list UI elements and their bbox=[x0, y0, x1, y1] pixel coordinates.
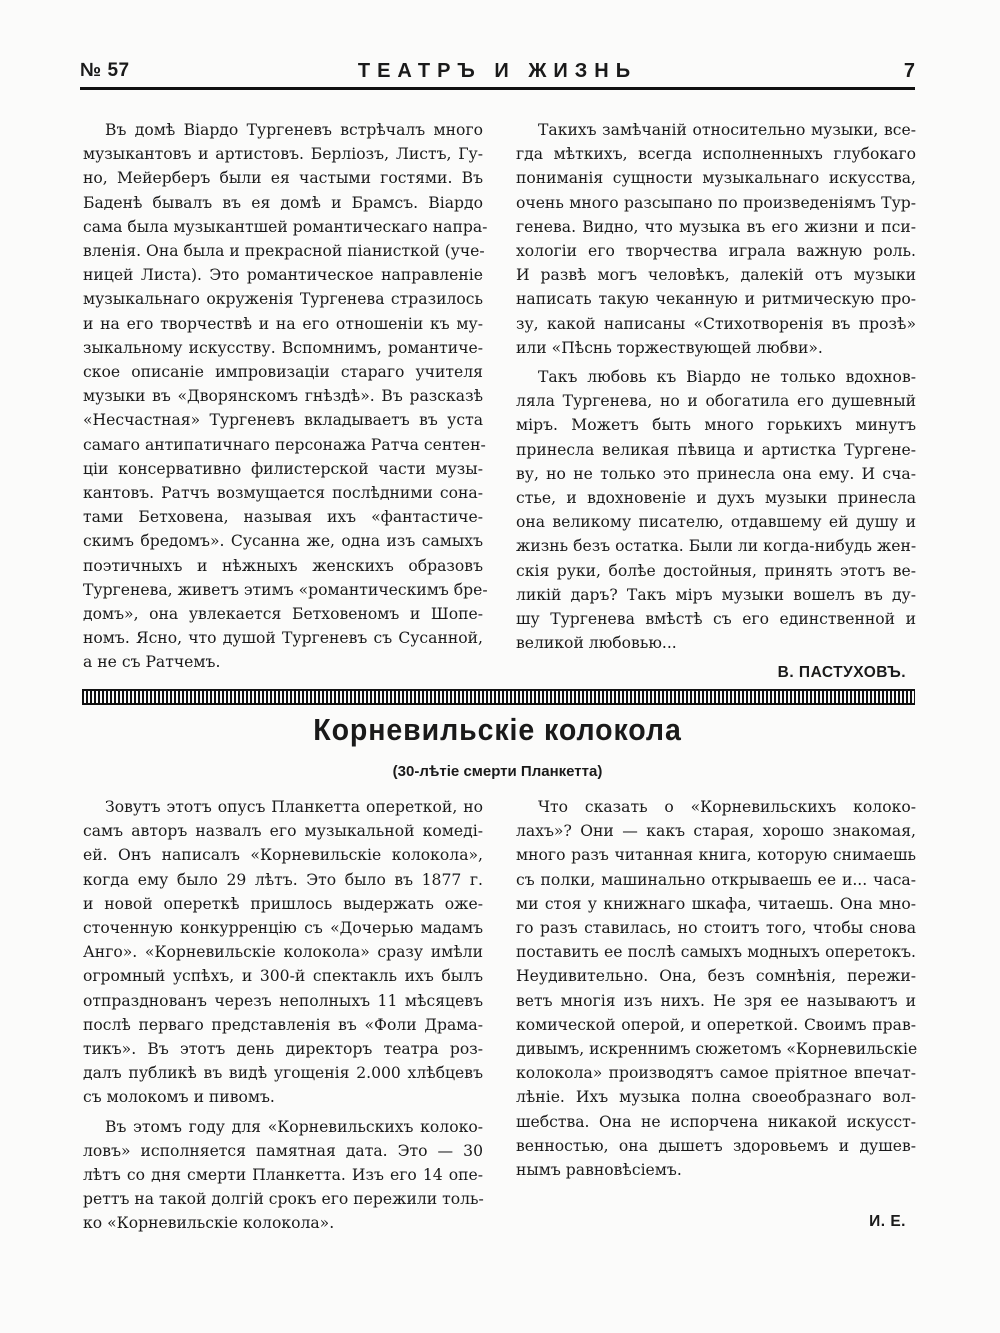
text-line: И развѣ могъ человѣкъ, далекій отъ музыки bbox=[516, 266, 916, 285]
text-line: музыкантовъ и артистовъ. Берліозъ, Листъ, Гу- bbox=[83, 145, 483, 164]
text-line: зыкальному искусству. Вспомнимъ, романтиче- bbox=[83, 338, 483, 357]
publication-title: ТЕАТРЪ И ЖИЗНЬ bbox=[357, 60, 638, 82]
text-line: музыкальнаго окруженія Тургенева стразилось bbox=[83, 290, 483, 309]
text-line: вленія. Она была и прекрасной піанисткой (уче- bbox=[83, 242, 485, 261]
text-line: стье, и вдохновеніе и духъ музыки принесла bbox=[516, 489, 916, 508]
text-line: и на его творчествѣ и на его отношеніи къ му- bbox=[83, 314, 483, 333]
text-line: Въ этомъ году для «Корневильскихъ колоко- bbox=[105, 1117, 483, 1136]
text-line: лахъ»? Они — какъ старая, хорошо знакомая, bbox=[516, 822, 916, 841]
text-line: ликій даръ? Такъ міръ музыки вошелъ въ ду- bbox=[516, 585, 916, 604]
text-line: ву, но не только это принесла она ему. И сча- bbox=[516, 464, 916, 483]
article1-column-right bbox=[516, 118, 916, 686]
text-line: Анго». «Корневильскіе колокола» сразу имѣли bbox=[83, 943, 483, 962]
text-line: съ молокомъ и пивомъ. bbox=[83, 1088, 275, 1107]
text-line: написать такую чеканную и ритмическую про- bbox=[516, 290, 916, 309]
article-subtitle: (30-лѣтіе смерти Планкетта) bbox=[392, 763, 603, 780]
text-line: самъ авторъ назвалъ его музыкальной комеді- bbox=[83, 822, 483, 841]
text-line: ціи консервативно филистерской части музы- bbox=[83, 459, 483, 478]
text-line: номъ. Ясно, что душой Тургеневъ съ Сусанной, bbox=[83, 629, 483, 648]
text-line: ницей Листа). Это романтическое направленіе bbox=[83, 266, 483, 285]
text-line: Такъ любовь къ Віардо не только вдохнов- bbox=[538, 368, 916, 387]
text-line: послѣ перваго представленія въ «Фоли Драма- bbox=[83, 1015, 483, 1034]
text-line: сама была музыкантшей романтическаго напра- bbox=[83, 217, 488, 236]
text-line: отпразднованъ черезъ неполныхъ 11 мѣсяцевъ bbox=[83, 991, 483, 1010]
text-line: шебства. Она не испорчена никакой искусст- bbox=[516, 1112, 916, 1131]
text-line: и новой опереткѣ пришлось выдержать оже- bbox=[83, 894, 483, 913]
text-line: самаго антипатичнаго персонажа Ратча сентен- bbox=[83, 435, 486, 454]
running-header bbox=[80, 60, 915, 86]
text-line: очень много разсыпано по произведеніямъ Тур- bbox=[516, 193, 916, 212]
paragraph bbox=[83, 795, 483, 1110]
text-line: Зовутъ этотъ опусъ Планкетта опереткой, но bbox=[105, 798, 483, 816]
header-rule bbox=[80, 87, 915, 90]
text-line: музыки въ «Дворянскомъ гнѣздѣ». Въ разсказѣ bbox=[83, 387, 483, 406]
paragraph bbox=[83, 118, 488, 675]
text-line: шу Тургенева вмѣстѣ съ его единственной и bbox=[516, 610, 916, 629]
text-line: ми стоя у книжнаго шкафа, читаешь. Она мно- bbox=[516, 894, 916, 913]
text-line: пониманія сущности музыкальнаго искусства, bbox=[516, 169, 916, 188]
text-line: ское описаніе импровизаціи стараго учителя bbox=[83, 363, 483, 382]
text-line: много разъ читанная книга, которую снимаешь bbox=[516, 846, 916, 865]
text-line: венностью, она дышетъ здоровьемъ и душев- bbox=[516, 1136, 916, 1155]
text-line: хологіи его творчества играла важную роль. bbox=[516, 242, 916, 261]
text-line: лѣтъ со дня смерти Планкетта. Изъ его 14 опе- bbox=[83, 1166, 483, 1185]
text-line: великой любовью... bbox=[516, 634, 677, 653]
text-line: далъ публикѣ въ видѣ угощенія 2.000 хлѣбцевъ bbox=[83, 1064, 483, 1083]
text-line: скимъ бредомъ». Сусанна же, одна изъ самыхъ bbox=[83, 532, 483, 551]
text-line: генева. Видно, что музыка въ его жизни и пси- bbox=[516, 217, 916, 236]
ornamental-divider bbox=[82, 689, 915, 705]
text-line: Въ домѣ Віардо Тургеневъ встрѣчалъ много bbox=[105, 121, 483, 139]
page-number: 7 bbox=[903, 60, 915, 82]
text-line: кантовъ. Ратчъ возмущается послѣдними сона- bbox=[83, 484, 483, 503]
text-line: Баденѣ бывалъ въ ея домѣ и Брамсъ. Віардо bbox=[83, 193, 483, 212]
paragraph bbox=[83, 1115, 483, 1236]
text-line: сточенную конкурренцію съ «Дочерью мадамъ bbox=[83, 919, 483, 938]
text-line: колокола» производятъ самое пріятное впечат- bbox=[516, 1064, 916, 1083]
text-line: а не съ Ратчемъ. bbox=[83, 653, 221, 672]
article2-column-right bbox=[516, 795, 916, 1234]
text-line: Неудивительно. Она, безъ сомнѣнія, пережи- bbox=[516, 967, 916, 986]
text-line: поставить ее послѣ самыхъ модныхъ оперетокъ. bbox=[516, 943, 916, 962]
text-line: принесла великая пѣвица и артистка Тургене- bbox=[516, 440, 916, 459]
author-signature: И. Е. bbox=[869, 1213, 906, 1231]
text-line: она великому писателю, отдавшему ей душу и bbox=[516, 513, 916, 532]
article1-column-left bbox=[83, 118, 488, 680]
text-line: огромный успѣхъ, и 300-й спектакль ихъ былъ bbox=[83, 967, 483, 986]
text-line: дивымъ, искреннимъ сюжетомъ «Корневильскіе bbox=[516, 1040, 918, 1059]
text-line: Что сказать о «Корневильскихъ колоко- bbox=[538, 798, 916, 816]
text-line: зу, какой написаны «Стихотворенія въ прозѣ» bbox=[516, 314, 916, 333]
paragraph bbox=[516, 795, 916, 1182]
text-line: поэтичныхъ и нѣжныхъ женскихъ образовъ bbox=[83, 556, 483, 575]
text-line: го разъ ставилась, но стоитъ того, чтобы снова bbox=[516, 919, 916, 938]
text-line: Такихъ замѣчаній относительно музыки, все- bbox=[538, 121, 916, 139]
text-line: ветъ многія изъ нихъ. Не зря ее называютъ и bbox=[516, 991, 916, 1010]
text-line: лѣніе. Ихъ музыка полна своеобразнаго вол- bbox=[516, 1088, 916, 1107]
text-line: «Несчастная» Тургеневъ вкладываетъ въ уста bbox=[83, 411, 483, 430]
paragraph bbox=[516, 365, 916, 655]
text-line: реттъ на такой долгій срокъ его пережили толь- bbox=[83, 1190, 484, 1209]
article-title: Корневильскіе колокола bbox=[313, 712, 682, 747]
text-line: ко «Корневильскіе колокола». bbox=[83, 1214, 335, 1233]
text-line: съ полки, машинально открываешь ее и... часа- bbox=[516, 870, 916, 889]
text-line: когда ему было 29 лѣтъ. Это было въ 1877 г. bbox=[83, 870, 483, 889]
article2-column-left bbox=[83, 795, 483, 1241]
issue-number: № 57 bbox=[80, 60, 130, 81]
paragraph bbox=[516, 118, 916, 360]
text-line: жизнь безъ остатка. Были ли когда-нибудь жен- bbox=[516, 537, 917, 556]
text-line: или «Пѣснь торжествующей любви». bbox=[516, 338, 823, 357]
text-line: міръ. Можетъ быть много горькихъ минутъ bbox=[516, 416, 916, 435]
text-line: ей. Онъ написалъ «Корневильскіе колокола», bbox=[83, 846, 483, 865]
text-line: гда мѣткихъ, всегда исполненныхъ глубокаго bbox=[516, 145, 916, 164]
text-line: но, Мейерберъ были ея частыми гостями. Въ bbox=[83, 169, 483, 188]
text-line: тами Бетховена, называя ихъ «фантастиче- bbox=[83, 508, 483, 527]
text-line: скія руки, болѣе достойныя, принять этотъ ве- bbox=[516, 561, 916, 580]
text-line: домъ», она увлекается Бетховеномъ и Шопе- bbox=[83, 605, 483, 624]
text-line: ляла Тургенева, но и обогатила его душевный bbox=[516, 392, 916, 411]
text-line: тикъ». Въ этотъ день директоръ театра роз- bbox=[83, 1040, 483, 1059]
text-line: нымъ равновѣсіемъ. bbox=[516, 1161, 682, 1180]
text-line: Тургенева, живетъ этимъ «романтическимъ бре- bbox=[83, 580, 488, 599]
author-signature: В. ПАСТУХОВЪ. bbox=[777, 664, 906, 682]
text-line: комической оперой, и опереткой. Своимъ прав- bbox=[516, 1015, 916, 1034]
text-line: ловъ» исполняется памятная дата. Это — 30 bbox=[83, 1141, 483, 1160]
